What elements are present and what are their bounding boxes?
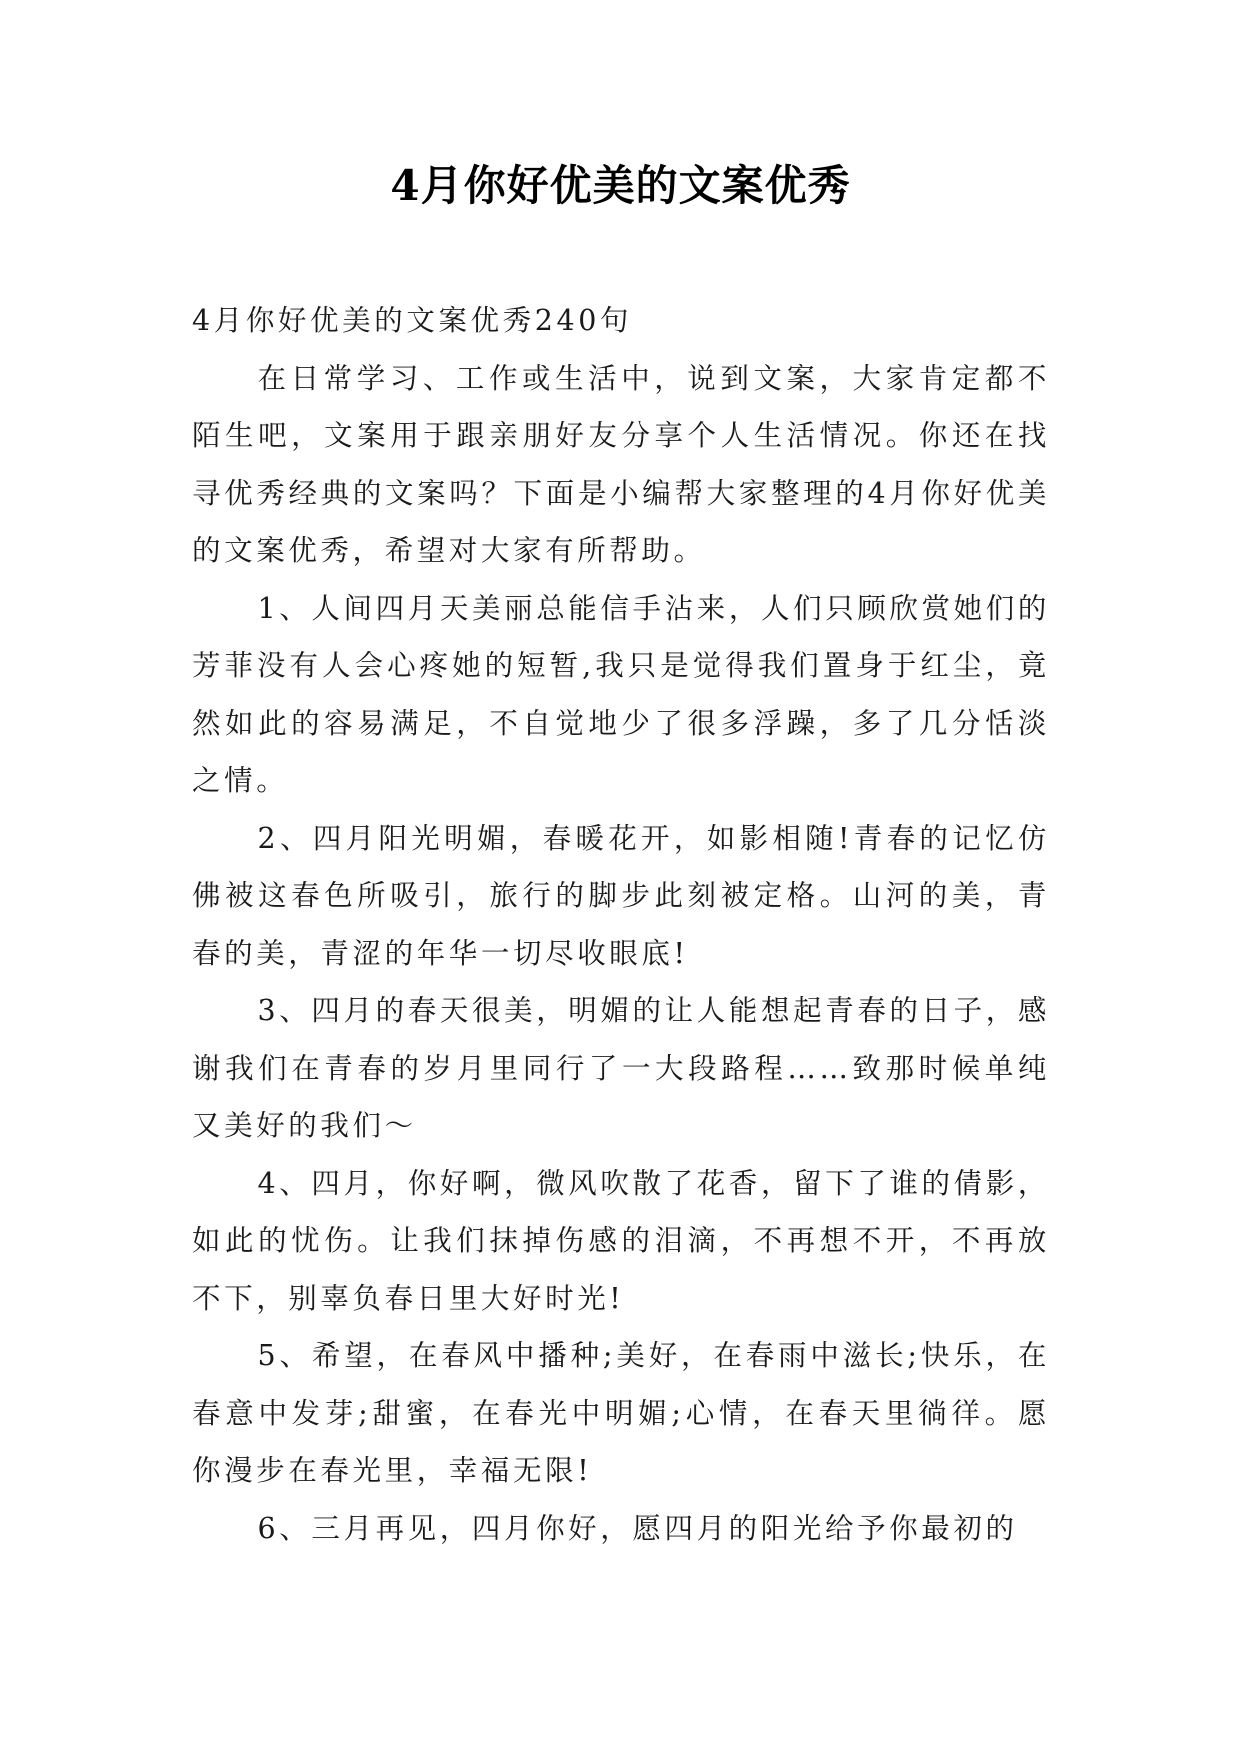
quote-paragraph-2: 2、四月阳光明媚，春暖花开，如影相随!青春的记忆仿佛被这春色所吸引，旅行的脚步此刻被定格。山河的美，青春的美，青涩的年华一切尽收眼底! — [192, 821, 1050, 970]
quote-paragraph-5: 5、希望，在春风中播种;美好，在春雨中滋长;快乐，在春意中发芽;甜蜜，在春光中明媚;心情，在春天里徜徉。愿你漫步在春光里，幸福无限! — [192, 1339, 1050, 1487]
document-subtitle: 4月你好优美的文案优秀240句 — [192, 304, 633, 337]
document-body — [192, 292, 1050, 1557]
intro-paragraph: 在日常学习、工作或生活中，说到文案，大家肯定都不陌生吧，文案用于跟亲朋好友分享个人生活情况。你还在找寻优秀经典的文案吗？下面是小编帮大家整理的4月你好优美的文案优秀，希望对大家有所帮助。 — [192, 361, 1050, 567]
quote-paragraph-3: 3、四月的春天很美，明媚的让人能想起青春的日子，感谢我们在青春的岁月里同行了一大段路程……致那时候单纯又美好的我们～ — [192, 994, 1050, 1142]
quote-paragraph-4: 4、四月，你好啊，微风吹散了花香，留下了谁的倩影，如此的忧伤。让我们抹掉伤感的泪滴，不再想不开，不再放不下，别辜负春日里大好时光! — [192, 1166, 1050, 1315]
document-title: 4月你好优美的文案优秀 — [390, 161, 851, 210]
quote-paragraph-6: 6、三月再见，四月你好，愿四月的阳光给予你最初的 — [257, 1511, 1018, 1545]
quote-paragraph-1: 1、人间四月天美丽总能信手沾来，人们只顾欣赏她们的芳菲没有人会心疼她的短暂,我只是觉得我们置身于红尘，竟然如此的容易满足，不自觉地少了很多浮躁，多了几分恬淡之情。 — [192, 591, 1050, 797]
